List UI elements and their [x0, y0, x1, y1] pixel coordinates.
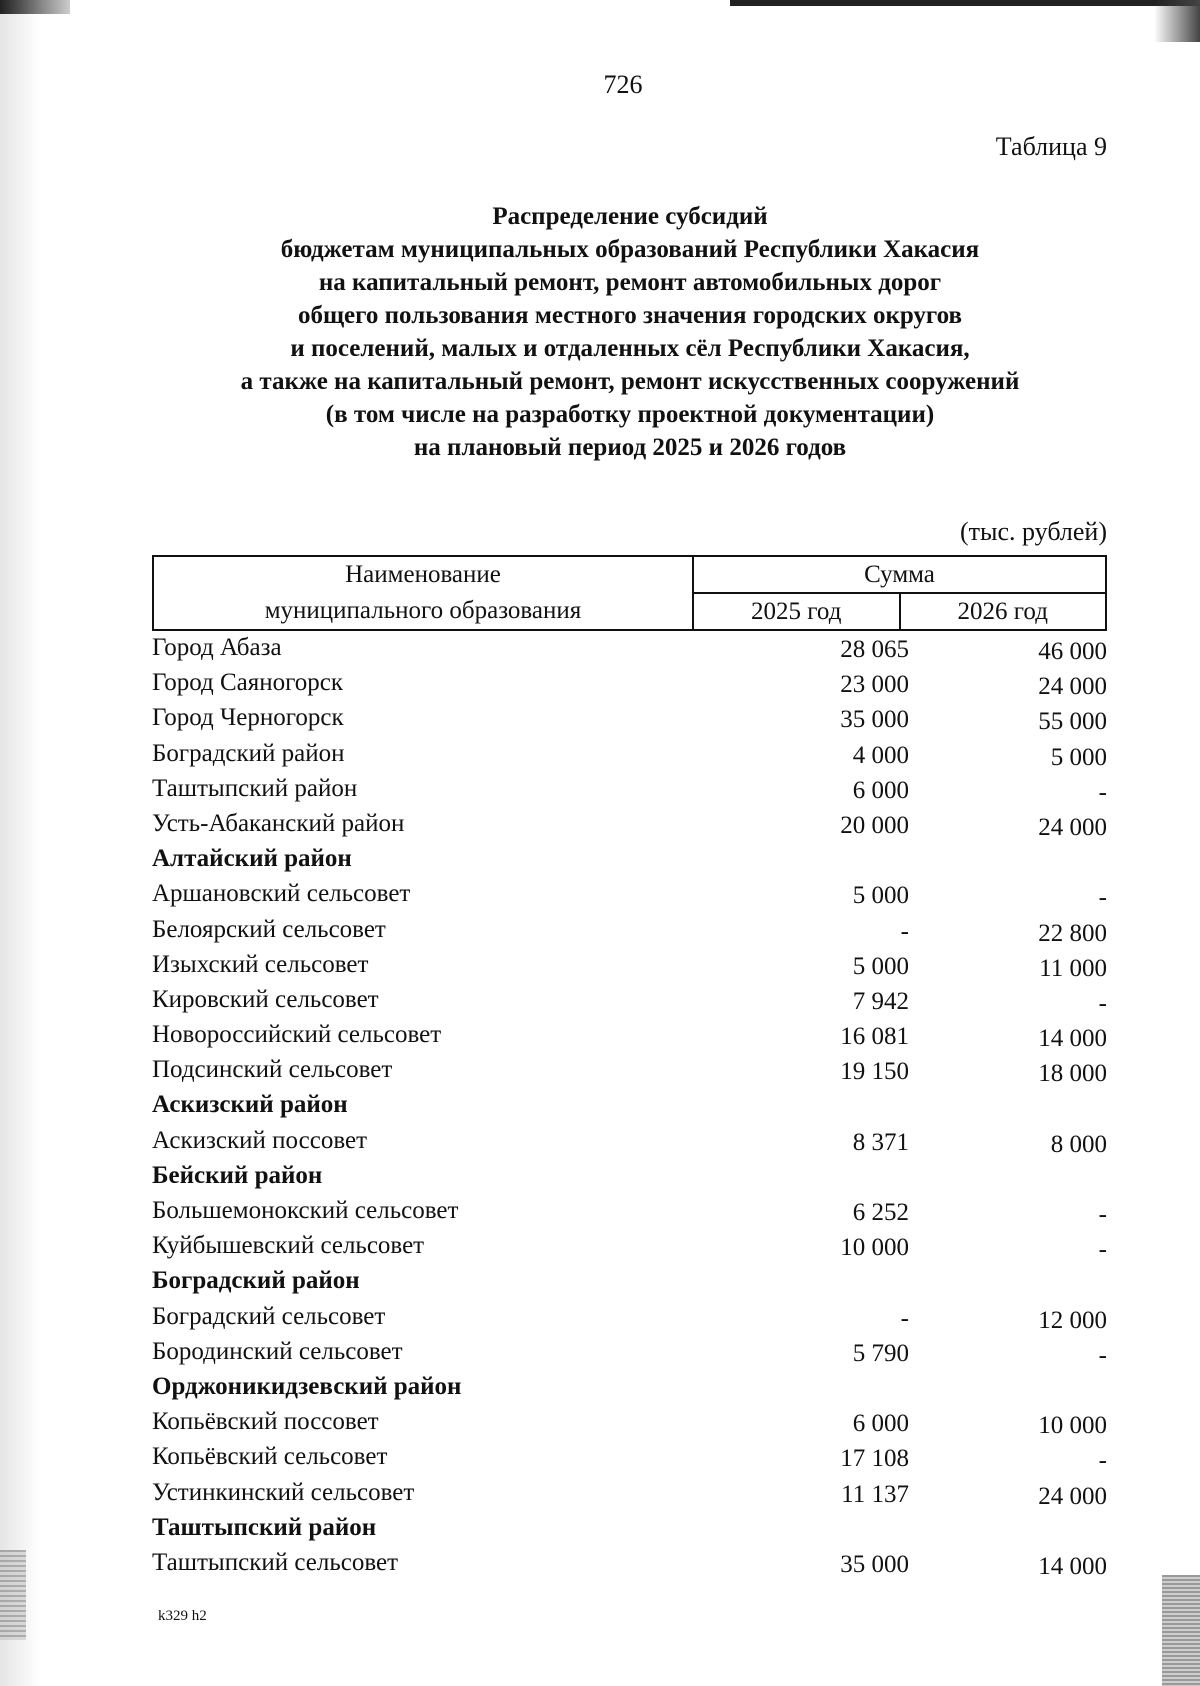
value-2025: 5 000 — [852, 882, 909, 910]
section-name: Боградский район — [152, 1267, 360, 1295]
section-row — [152, 841, 1107, 876]
value-2025: 6 000 — [852, 776, 909, 804]
table-header — [152, 555, 1107, 631]
value-2025: 7 942 — [852, 987, 909, 1015]
title-line: на капитальный ремонт, ремонт автомобильных дорог — [318, 269, 942, 296]
value-2026: 18 000 — [1038, 1060, 1107, 1088]
value-2025: 28 065 — [840, 636, 909, 663]
row-name: Копьёвский сельсовет — [152, 1443, 388, 1471]
scan-artifact-right-bottom — [1162, 1575, 1200, 1686]
value-2026: - — [1098, 1447, 1107, 1475]
table-row — [152, 1475, 1107, 1510]
value-2026: - — [1098, 778, 1107, 806]
row-name: Боградский сельсовет — [152, 1302, 386, 1330]
table-label: Таблица 9 — [995, 132, 1107, 161]
row-name: Изыхский сельсовет — [152, 950, 369, 978]
scan-artifact-right-top — [1154, 0, 1200, 42]
value-2026: 46 000 — [1038, 638, 1107, 665]
row-name: Усть-Абаканский район — [152, 809, 405, 837]
table-body — [152, 630, 1107, 1580]
section-name: Аскизский район — [152, 1091, 348, 1119]
row-name: Город Саяногорск — [152, 669, 344, 697]
title-line: (в том числе на разработку проектной документации) — [325, 401, 935, 428]
value-2025: 16 081 — [840, 1023, 909, 1051]
value-2026: - — [1098, 884, 1107, 912]
table-row — [152, 771, 1107, 806]
table-row — [152, 1123, 1107, 1158]
scan-artifact-top-left — [0, 0, 70, 14]
value-2025: - — [900, 917, 909, 945]
value-2025: 4 000 — [852, 741, 909, 769]
value-2026: 24 000 — [1038, 1482, 1107, 1510]
table-row — [152, 1404, 1107, 1439]
table-row — [152, 947, 1107, 982]
value-2026: 24 000 — [1038, 813, 1107, 841]
value-2026: 8 000 — [1050, 1130, 1107, 1158]
table-row — [152, 665, 1107, 700]
section-row — [152, 1369, 1107, 1404]
row-name: Куйбышевский сельсовет — [152, 1232, 425, 1260]
title-line: и поселений, малых и отдаленных сёл Республики Хакасия, — [290, 335, 970, 362]
section-row — [152, 1158, 1107, 1193]
table-row — [152, 1228, 1107, 1263]
value-2026: 10 000 — [1038, 1412, 1107, 1440]
value-2025: 6 000 — [852, 1410, 909, 1438]
section-name: Бейский район — [152, 1161, 323, 1189]
row-name: Бородинский сельсовет — [152, 1337, 403, 1365]
title-line: общего пользования местного значения городских округов — [297, 302, 963, 329]
page-number: 726 — [603, 70, 643, 99]
scan-shadow-left — [0, 0, 40, 1686]
scan-artifact-top-right — [730, 0, 1200, 6]
value-2025: 5 000 — [852, 952, 909, 980]
value-2026: 22 800 — [1038, 919, 1107, 947]
header-name-line2: муниципального образования — [264, 597, 582, 624]
value-2025: 10 000 — [840, 1234, 909, 1262]
value-2026: 11 000 — [1039, 954, 1107, 982]
table-row — [152, 1299, 1107, 1334]
table-row — [152, 1017, 1107, 1052]
table-row — [152, 736, 1107, 771]
section-row — [152, 1263, 1107, 1298]
section-name: Таштыпский район — [152, 1513, 377, 1541]
value-2026: - — [1098, 1341, 1107, 1369]
table-row — [152, 876, 1107, 911]
header-year-2025: 2025 год — [693, 593, 900, 630]
scan-artifact-left-bottom — [0, 1550, 26, 1640]
row-name: Новороссийский сельсовет — [152, 1021, 442, 1049]
title-line: бюджетам муниципальных образований Республики Хакасия — [280, 236, 980, 263]
value-2026: - — [1098, 989, 1107, 1017]
value-2025: 5 790 — [852, 1339, 909, 1367]
value-2026: - — [1098, 1236, 1107, 1264]
row-name: Белоярский сельсовет — [152, 915, 386, 943]
footer-code: k329 h2 — [158, 1608, 207, 1624]
row-name: Город Черногорск — [152, 704, 344, 732]
section-row — [152, 1087, 1107, 1122]
value-2025: - — [900, 1304, 909, 1332]
header-name-line1: Наименование — [345, 561, 501, 588]
section-name: Орджоникидзевский район — [152, 1372, 462, 1400]
title-line: а также на капитальный ремонт, ремонт искусственных сооружений — [240, 368, 1020, 395]
value-2026: 12 000 — [1038, 1306, 1107, 1334]
row-name: Копьёвский поссовет — [152, 1408, 379, 1436]
table-row — [152, 982, 1107, 1017]
table-row — [152, 1439, 1107, 1474]
table-row — [152, 806, 1107, 841]
value-2025: 20 000 — [840, 811, 909, 839]
value-2026: 14 000 — [1038, 1025, 1107, 1053]
value-2026: - — [1098, 1201, 1107, 1228]
table-row — [152, 1334, 1107, 1369]
value-2025: 35 000 — [840, 706, 909, 734]
value-2026: 5 000 — [1050, 743, 1107, 771]
table-row — [152, 1545, 1107, 1580]
value-2026: 55 000 — [1038, 708, 1107, 736]
header-sum-cell: Сумма — [693, 556, 1106, 593]
row-name: Боградский район — [152, 739, 345, 767]
row-name: Кировский сельсовет — [152, 985, 379, 1013]
row-name: Устинкинский сельсовет — [152, 1478, 415, 1506]
section-name: Алтайский район — [152, 845, 352, 873]
row-name: Аршановский сельсовет — [152, 880, 411, 908]
value-2025: 19 150 — [840, 1058, 909, 1086]
units-label: (тыс. рублей) — [959, 517, 1107, 546]
table-row — [152, 1052, 1107, 1087]
title-line: на плановый период 2025 и 2026 годов — [413, 434, 847, 461]
value-2026: 24 000 — [1038, 673, 1107, 701]
table-row — [152, 1193, 1107, 1228]
row-name: Город Абаза — [152, 634, 282, 661]
header-name-cell — [153, 556, 693, 630]
table-row — [152, 700, 1107, 735]
value-2025: 23 000 — [840, 671, 909, 699]
row-name: Большемонокский сельсовет — [152, 1197, 459, 1224]
value-2026: 14 000 — [1038, 1552, 1107, 1580]
value-2025: 6 252 — [852, 1199, 909, 1226]
title-line: Распределение субсидий — [492, 203, 768, 230]
row-name: Аскизский поссовет — [152, 1126, 368, 1154]
row-name: Подсинский сельсовет — [152, 1056, 393, 1084]
value-2025: 35 000 — [840, 1550, 909, 1578]
document-title — [150, 200, 1110, 464]
section-row — [152, 1510, 1107, 1545]
header-year-2026: 2026 год — [900, 593, 1107, 630]
value-2025: 17 108 — [840, 1445, 909, 1473]
value-2025: 8 371 — [852, 1128, 909, 1156]
row-name: Таштыпский сельсовет — [152, 1548, 398, 1576]
value-2025: 11 137 — [841, 1480, 909, 1508]
table-row — [152, 912, 1107, 947]
table-row — [152, 630, 1107, 665]
row-name: Таштыпский район — [152, 774, 358, 802]
